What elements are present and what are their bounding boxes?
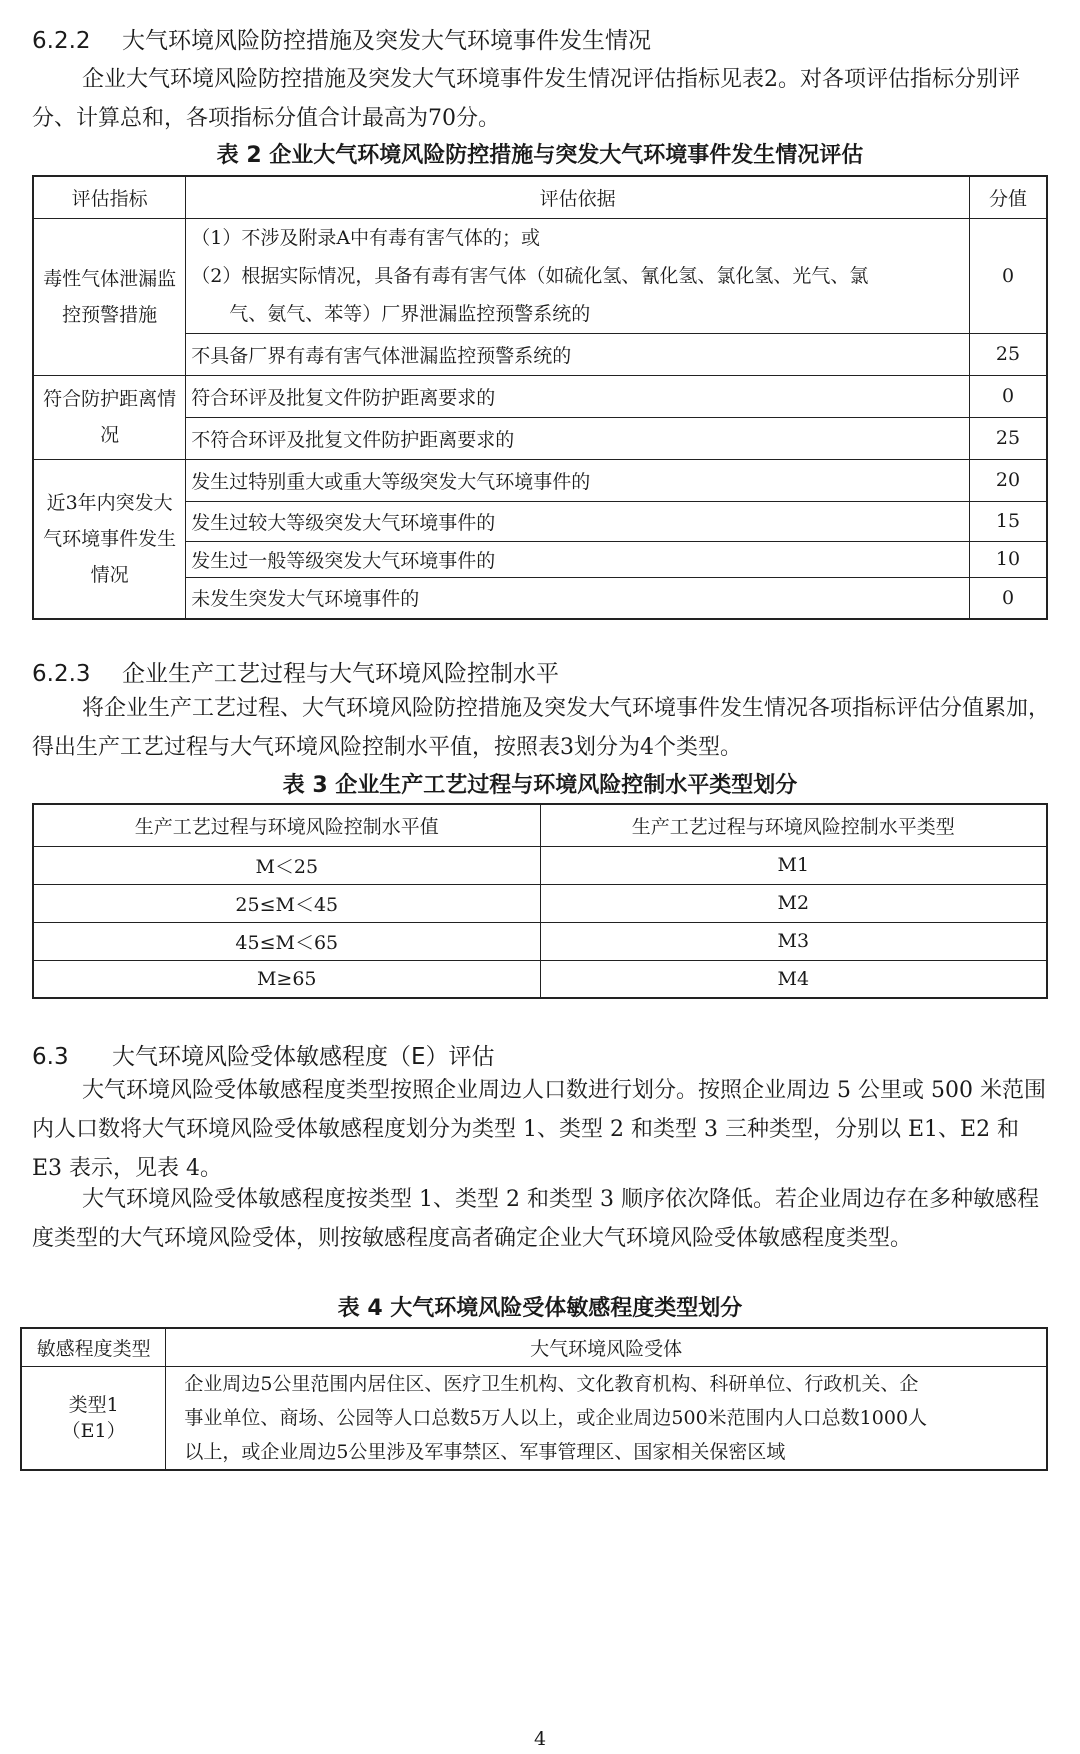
section-heading-6-2-2 <box>32 22 651 55</box>
receptor-line: 企业周边5公里范围内居住区、医疗卫生机构、文化教育机构、科研单位、行政机关、企 <box>184 1372 919 1395</box>
table2-basis-cell: 符合环评及批复文件防护距离要求的 <box>186 375 970 417</box>
table2-basis-cell <box>186 218 970 333</box>
table4-caption: 表 4 大气环境风险受体敏感程度类型划分 <box>337 1296 743 1321</box>
table4-header-type: 敏感程度类型 <box>21 1328 166 1366</box>
table2-basis-cell: 发生过较大等级突发大气环境事件的 <box>186 501 970 541</box>
table2-basis-cell: 不具备厂界有毒有害气体泄漏监控预警系统的 <box>186 333 970 375</box>
table2-score-cell: 10 <box>969 541 1047 577</box>
table2-basis-cell: 发生过一般等级突发大气环境事件的 <box>186 541 970 577</box>
table3-value-cell: 45≤M＜65 <box>33 922 540 960</box>
section-title: 大气环境风险受体敏感程度（E）评估 <box>112 1044 495 1070</box>
table2-indicator-events: 近3年内突发大气环境事件发生情况 <box>33 459 186 619</box>
table2-indicator-gas-leak: 毒性气体泄漏监控预警措施 <box>33 218 186 375</box>
paragraph-text: 企业大气环境风险防控措施及突发大气环境事件发生情况评估指标见表2。对各项评估指标分别评分、计算总和，各项指标分值合计最高为70分。 <box>32 67 1021 131</box>
table2-indicator-distance: 符合防护距离情况 <box>33 375 186 459</box>
table-row <box>33 417 1047 459</box>
table3-type-cell: M3 <box>540 922 1047 960</box>
table-row <box>21 1366 1047 1470</box>
paragraph-6-3-a <box>32 1071 1050 1188</box>
table2-header-row <box>33 176 1047 218</box>
table2-score-cell: 0 <box>969 577 1047 619</box>
table-row <box>33 846 1047 884</box>
table-row <box>33 375 1047 417</box>
table-row <box>33 501 1047 541</box>
table4 <box>20 1327 1048 1471</box>
table4-header-row <box>21 1328 1047 1366</box>
type-label: 类型1 <box>68 1393 119 1416</box>
table-row <box>33 884 1047 922</box>
section-number: 6.2.2 <box>32 28 91 54</box>
table2-header-score: 分值 <box>969 176 1047 218</box>
table3-header-value: 生产工艺过程与环境风险控制水平值 <box>33 804 540 846</box>
page-number: 4 <box>533 1728 547 1750</box>
table2-score-cell: 25 <box>969 333 1047 375</box>
receptor-line: 事业单位、商场、公园等人口总数5万人以上，或企业周边500米范围内人口总数1000人 <box>184 1406 928 1429</box>
paragraph-6-2-2 <box>32 60 1050 138</box>
table2-header-basis: 评估依据 <box>186 176 970 218</box>
table4-header-receptor: 大气环境风险受体 <box>166 1328 1047 1366</box>
table4-receptor-cell <box>166 1366 1047 1470</box>
basis-line: （1）不涉及附录A中有毒有害气体的；或 <box>191 226 541 249</box>
table2-basis-cell: 发生过特别重大或重大等级突发大气环境事件的 <box>186 459 970 501</box>
table2-caption: 表 2 企业大气环境风险防控措施与突发大气环境事件发生情况评估 <box>216 143 864 168</box>
table2-score-cell: 0 <box>969 375 1047 417</box>
basis-line: （2）根据实际情况，具备有毒有害气体（如硫化氢、氰化氢、氯化氢、光气、氯 <box>191 264 869 287</box>
paragraph-6-2-3 <box>32 689 1050 767</box>
section-title: 企业生产工艺过程与大气环境风险控制水平 <box>122 661 559 687</box>
section-heading-6-2-3 <box>32 655 559 688</box>
table-row <box>33 218 1047 333</box>
paragraph-text: 大气环境风险受体敏感程度类型按照企业周边人口数进行划分。按照企业周边 5 公里或 500 米范围内人口数将大气环境风险受体敏感程度划分为类型 1、类型 2 和类型 3 三种类型，分别以 E1、E2 和 E3 表示，见表 4。 <box>32 1078 1046 1181</box>
table2-score-cell: 0 <box>969 218 1047 333</box>
type-code: （E1） <box>61 1419 126 1442</box>
table2 <box>32 175 1048 620</box>
table3-value-cell: 25≤M＜45 <box>33 884 540 922</box>
table4-type-cell <box>21 1366 166 1470</box>
section-heading-6-3 <box>32 1038 495 1071</box>
table2-score-cell: 15 <box>969 501 1047 541</box>
section-title: 大气环境风险防控措施及突发大气环境事件发生情况 <box>122 28 651 54</box>
table3-type-cell: M1 <box>540 846 1047 884</box>
table3-type-cell: M2 <box>540 884 1047 922</box>
table2-score-cell: 20 <box>969 459 1047 501</box>
paragraph-text: 大气环境风险受体敏感程度按类型 1、类型 2 和类型 3 顺序依次降低。若企业周边存在多种敏感程度类型的大气环境风险受体，则按敏感程度高者确定企业大气环境风险受体敏感程度类型。 <box>32 1187 1039 1251</box>
table3-type-cell: M4 <box>540 960 1047 998</box>
table2-basis-cell: 未发生突发大气环境事件的 <box>186 577 970 619</box>
paragraph-text: 将企业生产工艺过程、大气环境风险防控措施及突发大气环境事件发生情况各项指标评估分值累加，得出生产工艺过程与大气环境风险控制水平值，按照表3划分为4个类型。 <box>32 696 1051 760</box>
section-number: 6.2.3 <box>32 661 91 687</box>
table-row <box>33 333 1047 375</box>
table-row <box>33 922 1047 960</box>
table3-caption: 表 3 企业生产工艺过程与环境风险控制水平类型划分 <box>282 773 798 798</box>
receptor-line: 以上，或企业周边5公里涉及军事禁区、军事管理区、国家相关保密区域 <box>184 1440 786 1463</box>
section-number: 6.3 <box>32 1044 69 1070</box>
table3-value-cell: M＜25 <box>33 846 540 884</box>
table2-score-cell: 25 <box>969 417 1047 459</box>
table2-header-indicator: 评估指标 <box>33 176 186 218</box>
table3-header-type: 生产工艺过程与环境风险控制水平类型 <box>540 804 1047 846</box>
table-row <box>33 577 1047 619</box>
table2-basis-cell: 不符合环评及批复文件防护距离要求的 <box>186 417 970 459</box>
table3-value-cell: M≥65 <box>33 960 540 998</box>
table-row <box>33 541 1047 577</box>
basis-line: 气、氨气、苯等）厂界泄漏监控预警系统的 <box>229 302 591 325</box>
paragraph-6-3-b <box>32 1180 1050 1258</box>
table3-header-row <box>33 804 1047 846</box>
table-row <box>33 960 1047 998</box>
table-row <box>33 459 1047 501</box>
table3 <box>32 803 1048 999</box>
